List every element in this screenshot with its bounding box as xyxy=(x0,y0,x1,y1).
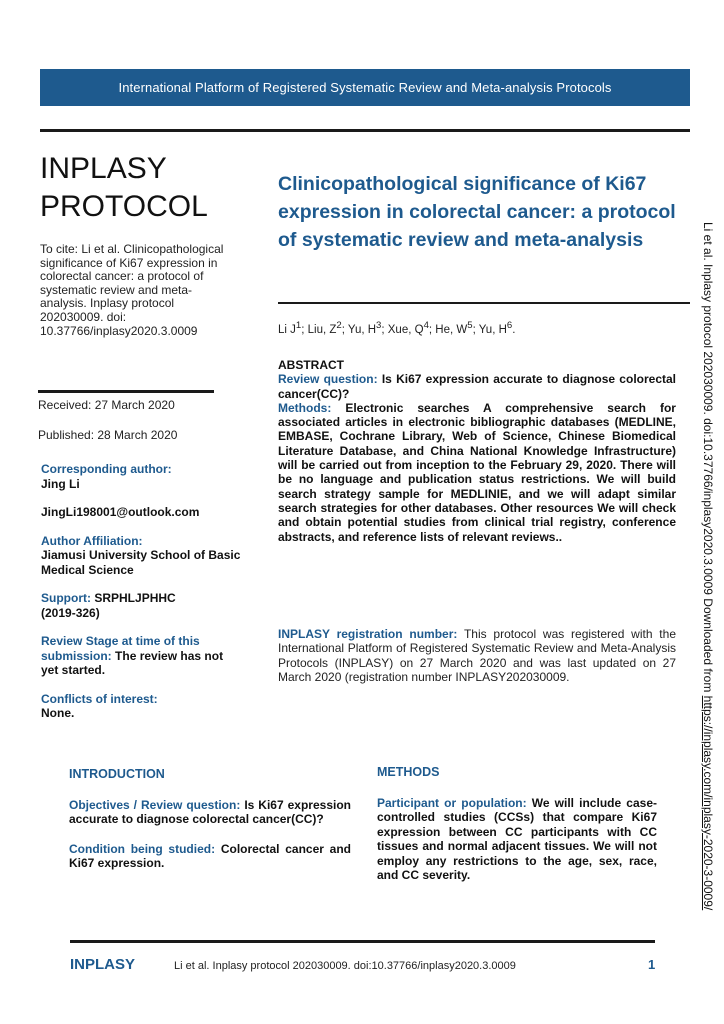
download-link[interactable]: https://inplasy.com/inplasy-2020-3-0009/ xyxy=(701,695,715,911)
corresponding-name: Jing Li xyxy=(41,476,80,491)
support-grant: (2019-326) xyxy=(41,605,100,620)
author-4: Xue, $Q^4$ xyxy=(387,320,429,336)
author-2: Liu, $Z^2$ xyxy=(307,320,342,336)
top-divider xyxy=(40,129,690,132)
left-info-column xyxy=(41,462,241,735)
methods-summary: Methods: Electronic searches A comprehensive search for associated articles in electronic bibliographic databases (MEDLINE, EMBASE, Cochrane Library, Web of Science, Chinese Biomedical Literature Database, and China National Knowledge Infrastructure) will be carried out from inception to the February 29, 2020. There will be no language and publication status restrictions. We will build search strategy sample for MEDLINIE, and we will adapt similar search strategies for other databases. Other resources We will check and obtain potential studies from clinical trial registry, conference abstracts, and reference lists of relevant reviews.. xyxy=(278,400,676,544)
review-question: Review question: Is Ki67 expression accurate to diagnose colorectal cancer(CC)? xyxy=(278,372,676,401)
header-banner: International Platform of Registered Systematic Review and Meta-analysis Protocols xyxy=(40,69,690,106)
email-block xyxy=(41,505,241,520)
registration-note xyxy=(278,627,676,684)
coi-label: Conflicts of interest: xyxy=(41,691,158,706)
bottom-divider xyxy=(70,940,655,943)
coi-value: None. xyxy=(41,706,75,720)
author-list: Li $J^1$; Liu, $Z^2$; Yu, $H^3$; Xue, $Q^4$; He, $W^5$; Yu, $H^6$. xyxy=(278,320,516,336)
footer-citation: Li et al. Inplasy protocol 202030009. doi:10.37766/inplasy2020.3.0009 xyxy=(174,960,516,972)
corresponding-label: Corresponding author: xyxy=(41,462,172,476)
introduction-heading: INTRODUCTION xyxy=(69,767,165,781)
protocol-label xyxy=(40,150,208,226)
published-date: Published: 28 March 2020 xyxy=(38,428,178,442)
left-divider xyxy=(38,390,214,393)
title-divider xyxy=(278,302,690,304)
author-3: Yu, $H^3$ xyxy=(347,320,382,336)
stage-block xyxy=(41,634,241,678)
affiliation-block xyxy=(41,534,241,578)
citation-text: To cite: Li et al. Clinicopathological significance of Ki67 expression in colorectal cancer: a protocol of systematic review and meta-analysis. Inplasy protocol 202030009. doi: 10.37766/inplasy2020.3.0009 xyxy=(40,242,224,338)
coi-block xyxy=(41,692,241,721)
abstract-section xyxy=(278,358,676,544)
support-label: Support: xyxy=(41,591,91,605)
protocol-label-line2: PROTOCOL xyxy=(40,190,208,223)
author-5: He, $W^5$ xyxy=(435,320,473,336)
side-download-note: Li et al. Inplasy protocol 202030009. doi:10.37766/inplasy2020.3.0009 Downloaded from https://inplasy.com/inplasy-2020-3-0009/ xyxy=(701,222,715,911)
page-number: 1 xyxy=(648,957,656,972)
support-value: SRPHLJPHHC xyxy=(94,591,176,605)
objectives-paragraph: Objectives / Review question: Is Ki67 expression accurate to diagnose colorectal cancer(CC)? xyxy=(69,797,351,826)
author-6: Yu, $H^6$ xyxy=(478,320,513,336)
stage-label: Review Stage at time of this submission: xyxy=(41,634,200,663)
introduction-section xyxy=(69,767,351,886)
stage-value: The review has not yet started. xyxy=(41,648,224,677)
registration-label: INPLASY registration number: xyxy=(278,627,458,641)
affiliation-value: Jiamusi University School of Basic Medical Science xyxy=(41,548,241,577)
participant-paragraph: Participant or population: We will include case-controlled studies (CCSs) that compare Ki67 expression between CC participants with CC tissues and normal adjacent tissues. We will not employ any restrictions to the age, sex, race, and CC severity. xyxy=(377,795,657,882)
footer-brand: INPLASY xyxy=(70,956,136,973)
protocol-label-line1: INPLASY xyxy=(40,152,167,185)
registration-text: This protocol was registered with the International Platform of Registered Systematic Review and Meta-Analysis Protocols (INPLASY) on 27 March 2020 and was last updated on 27 March 2020 (registration number INPLASY202030009. xyxy=(278,627,676,684)
methods-section xyxy=(377,765,657,898)
abstract-heading: ABSTRACT xyxy=(278,358,344,372)
affiliation-label: Author Affiliation: xyxy=(41,533,143,548)
condition-paragraph: Condition being studied: Colorectal cancer and Ki67 expression. xyxy=(69,841,351,870)
corresponding-email[interactable]: JingLi198001@outlook.com xyxy=(41,505,200,519)
received-date: Received: 27 March 2020 xyxy=(38,398,175,412)
methods-heading: METHODS xyxy=(377,765,440,779)
support-block xyxy=(41,591,241,620)
author-1: Li $J^1$ xyxy=(278,320,302,336)
paper-title: Clinicopathological significance of Ki67 expression in colorectal cancer: a protocol of systematic review and meta-analysis xyxy=(278,173,676,251)
corresponding-block xyxy=(41,462,241,491)
